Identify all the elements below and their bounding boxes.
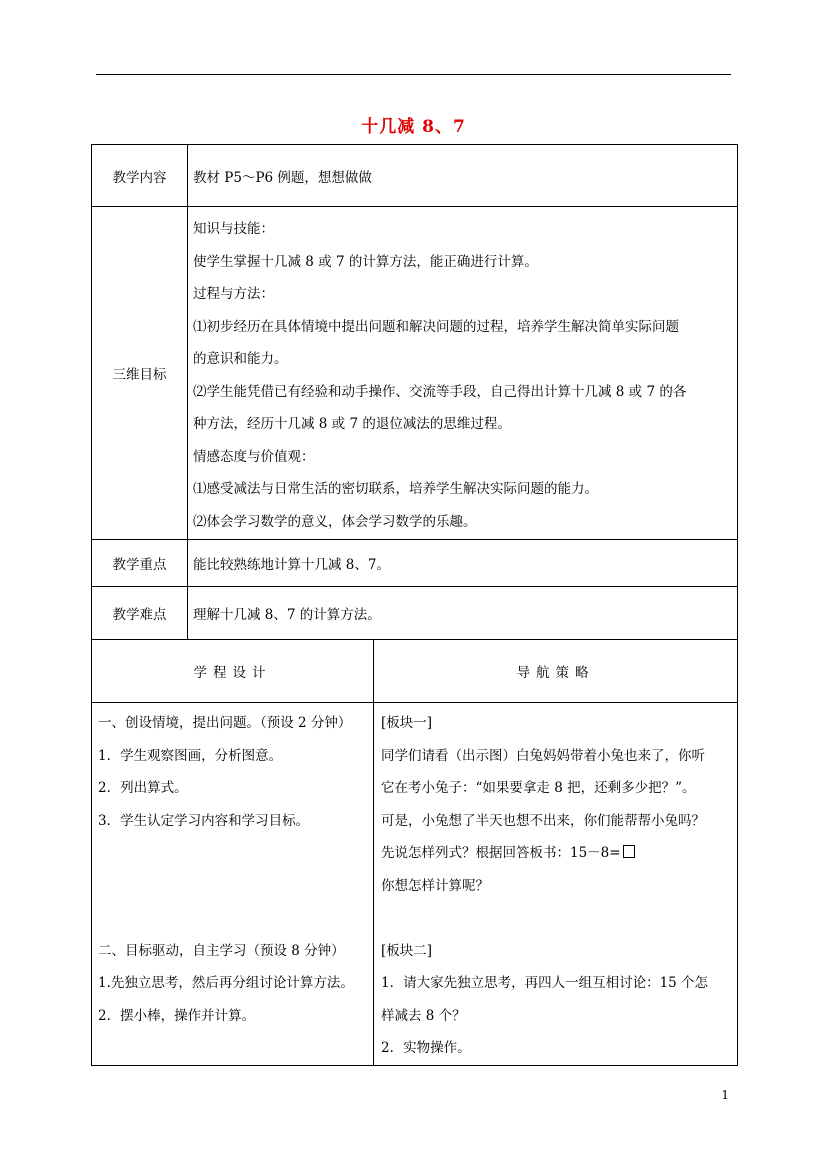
design-left-spacer <box>98 837 367 870</box>
design-right-column <box>374 703 738 1066</box>
header-rule <box>96 74 731 75</box>
row-design-header <box>92 640 738 703</box>
lesson-plan-table <box>91 144 738 1066</box>
row-goals <box>92 207 738 540</box>
row-teaching-content <box>92 145 738 207</box>
row-design-body <box>92 703 738 1066</box>
value-teaching-content: 教材 P5～P6 例题，想想做做 <box>188 145 738 207</box>
design-right-spacer <box>381 902 731 935</box>
design-left-spacer <box>98 902 367 935</box>
design-left-column <box>92 703 374 1066</box>
design-right-text: 先说怎样列式？根据回答板书：15－8= <box>381 845 621 861</box>
design-right-line: 它在考小兔子：“如果要拿走 8 把，还剩多少把？”。 <box>381 780 696 796</box>
goal-line: ⑴初步经历在具体情境中提出问题和解决问题的过程，培养学生解决简单实际问题 <box>193 318 679 335</box>
blank-box <box>623 845 635 858</box>
design-left-line: 3．学生认定学习内容和学习目标。 <box>98 812 310 829</box>
row-difficulty <box>92 587 738 640</box>
design-right-line: 2．实物操作。 <box>381 1040 471 1056</box>
design-right-line: [板块一] <box>381 715 433 731</box>
design-right-header: 导航策略 <box>374 640 738 703</box>
design-left-line: 1．学生观察图画，分析图意。 <box>98 747 283 764</box>
document-title: 十几减 8、7 <box>361 117 466 137</box>
design-right-line: 可是，小兔想了半天也想不出来，你们能帮帮小兔吗？ <box>381 812 705 829</box>
goal-line: ⑴感受减法与日常生活的密切联系，培养学生解决实际问题的能力。 <box>193 481 598 497</box>
design-right-line: 你想怎样计算呢？ <box>381 877 489 894</box>
label-teaching-content: 教学内容 <box>92 145 188 207</box>
label-difficulty: 教学难点 <box>92 587 188 640</box>
design-left-line: 2．摆小棒，操作并计算。 <box>98 1007 256 1024</box>
label-key-point: 教学重点 <box>92 540 188 587</box>
value-difficulty: 理解十几减 8、7 的计算方法。 <box>188 587 738 640</box>
design-left-spacer <box>98 870 367 903</box>
design-left-line: 二、目标驱动，自主学习（预设 8 分钟） <box>98 942 345 959</box>
design-left-line: 一、创设情境，提出问题。（预设 2 分钟） <box>98 715 352 731</box>
goal-line: 使学生掌握十几减 8 或 7 的计算方法，能正确进行计算。 <box>193 253 538 270</box>
goal-line: 过程与方法： <box>193 286 274 302</box>
design-right-line-with-box <box>381 837 731 870</box>
goal-line: 的意识和能力。 <box>193 351 288 367</box>
value-key-point: 能比较熟练地计算十几减 8、7。 <box>188 540 738 587</box>
design-left-line: 1.先独立思考，然后再分组讨论计算方法。 <box>98 975 354 991</box>
page-number: 1 <box>721 1088 729 1102</box>
goal-line: ⑵学生能凭借已有经验和动手操作、交流等手段，自己得出计算十几减 8 或 7 的各 <box>193 383 687 400</box>
design-right-line: 样减去 8 个？ <box>381 1007 466 1024</box>
design-right-line: [板块二] <box>381 942 433 959</box>
label-goals: 三维目标 <box>92 207 188 540</box>
design-right-line: 同学们请看（出示图）白兔妈妈带着小兔也来了，你听 <box>381 747 705 764</box>
goal-line: 种方法，经历十几减 8 或 7 的退位减法的思维过程。 <box>193 416 511 432</box>
value-goals <box>188 207 738 540</box>
design-right-line: 1．请大家先独立思考，再四人一组互相讨论：15 个怎 <box>381 975 709 991</box>
goal-line: ⑵体会学习数学的意义，体会学习数学的乐趣。 <box>193 513 477 530</box>
design-left-header: 学程设计 <box>92 640 374 703</box>
goal-line: 情感态度与价值观： <box>193 448 315 465</box>
goal-line: 知识与技能： <box>193 221 274 237</box>
design-left-line: 2．列出算式。 <box>98 780 188 796</box>
row-key-point <box>92 540 738 587</box>
